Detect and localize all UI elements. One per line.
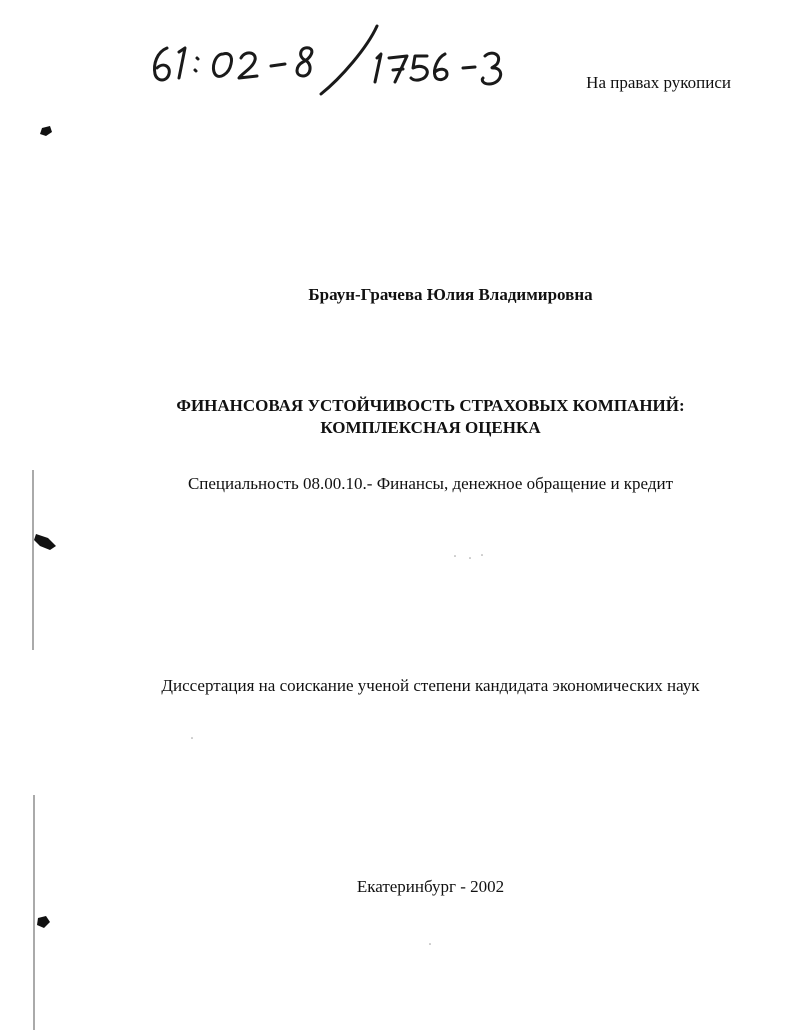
- degree-line: Диссертация на соискание ученой степени кандидата экономических наук: [161, 676, 700, 695]
- punch-mark-bottom: [37, 916, 50, 928]
- rights-note: На правах рукописи: [586, 73, 731, 92]
- title-line-2: КОМПЛЕКСНАЯ ОЦЕНКА: [320, 418, 541, 437]
- city-year-line: Екатеринбург - 2002: [356, 877, 505, 896]
- title-line-1: ФИНАНСОВАЯ УСТОЙЧИВОСТЬ СТРАХОВЫХ КОМПАНИЙ:: [176, 396, 685, 415]
- handwritten-archive-code: [145, 18, 525, 98]
- punch-mark-top: [40, 126, 52, 136]
- punch-mark-middle: [34, 534, 56, 550]
- specialty-line: Специальность 08.00.10.- Финансы, денежное обращение и кредит: [187, 474, 674, 493]
- scan-margin-marks: [0, 0, 80, 1034]
- author-name: Браун-Грачева Юлия Владимировна: [308, 285, 593, 304]
- dissertation-title: [0, 395, 799, 439]
- handwriting-drawing: [145, 18, 525, 98]
